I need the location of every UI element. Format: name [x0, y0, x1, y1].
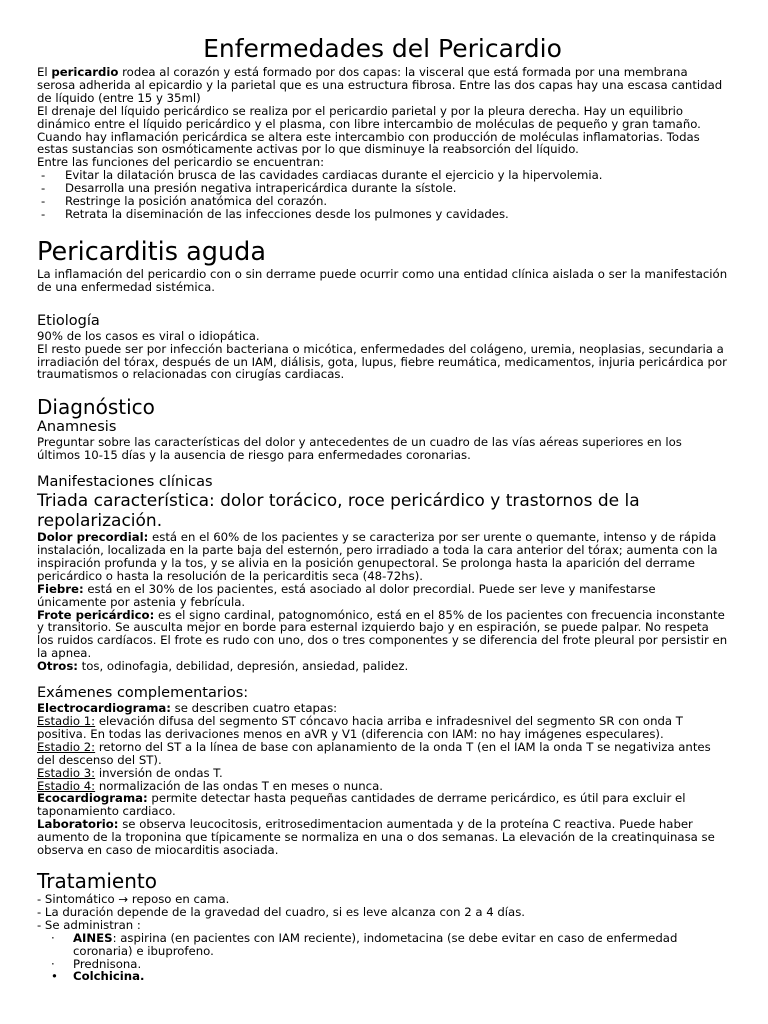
- stage-text: retorno del ST a la línea de base con aplanamiento de la onda T (en el IAM la onda T se negativiza antes del descenso del ST).: [37, 739, 711, 767]
- intro-paragraph-3: Entre las funciones del pericardio se encuentran:: [37, 155, 325, 170]
- stage-label: Estadio 1:: [37, 714, 96, 728]
- bullet-dot: •: [51, 969, 58, 984]
- functions-list: [37, 169, 728, 221]
- section-heading-tratamiento: Tratamiento: [37, 868, 157, 893]
- drugs-list: [37, 932, 728, 984]
- stage-item: [37, 741, 728, 767]
- intro-bold-term: pericardio: [51, 65, 119, 79]
- list-item: [49, 932, 728, 958]
- lab-line: [37, 818, 728, 857]
- stage-label: Estadio 4:: [37, 778, 96, 793]
- lab-label: Laboratorio:: [37, 817, 119, 832]
- subheading-anamnesis: Anamnesis: [37, 419, 117, 436]
- manifestaciones-section: [37, 531, 728, 673]
- bullet-dash: -: [41, 181, 46, 196]
- list-item-text: Desarrolla una presión negativa intrapericárdica durante la sístole.: [65, 181, 457, 196]
- drug-name: Colchicina.: [73, 969, 145, 984]
- etiologia-paragraph-1: 90% de los casos es viral o idiopática.: [37, 328, 260, 343]
- stage-label: Estadio 3:: [37, 765, 96, 780]
- list-item: [49, 970, 728, 983]
- anamnesis-text: Preguntar sobre las características del dolor y antecedentes de un cuadro de las vías aéreas superiores en los últimos 10-15 días y la ausencia de riesgo para enfermedades coronarias.: [37, 435, 682, 463]
- bullet-dash: -: [41, 206, 46, 221]
- drug-text: : aspirina (en pacientes con IAM reciente), indometacina (se debe evitar en caso de enfermedad coronaria) e ibuprofeno.: [73, 930, 678, 958]
- section-heading-pericarditis: Pericarditis aguda: [37, 236, 266, 267]
- manifestacion-text: tos, odinofagia, debilidad, depresión, ansiedad, palidez.: [77, 659, 409, 674]
- tratamiento-line: - Se administran :: [37, 917, 141, 932]
- stage-item: [37, 715, 728, 741]
- manifestacion-label: Fiebre:: [37, 581, 84, 596]
- lab-text: se observa leucocitosis, eritrosedimentacion aumentada y de la proteína C reactiva. Puede haber aumento de la troponina que típicamente se normaliza en una o dos semanas. La elevación de la creatinquinasa se observa en caso de miocarditis asociada.: [37, 817, 715, 858]
- manifestacion-label: Dolor precordial:: [37, 530, 149, 545]
- manifestacion-label: Frote pericárdico:: [37, 607, 155, 622]
- list-item-text: Evitar la dilatación brusca de las cavidades cardiacas durante el ejercicio y la hipervolemia.: [65, 168, 603, 183]
- manifestacion-item: [37, 609, 728, 661]
- eco-label: Ecocardiograma:: [37, 791, 148, 806]
- ecg-text: se describen cuatro etapas:: [170, 701, 338, 716]
- stage-label: Estadio 2:: [37, 739, 96, 754]
- examenes-section: [37, 702, 728, 857]
- eco-line: [37, 792, 728, 818]
- ecg-label: Electrocardiograma:: [37, 701, 171, 716]
- drug-text: Prednisona.: [73, 956, 142, 971]
- bullet-dash: -: [41, 194, 46, 209]
- subheading-examenes: Exámenes complementarios:: [37, 685, 249, 702]
- eco-text: permite detectar hasta pequeñas cantidades de derrame pericárdico, es útil para excluir el taponamiento cardiaco.: [37, 791, 686, 819]
- list-item-text: Retrata la diseminación de las infecciones desde los pulmones y cavidades.: [65, 206, 509, 221]
- pericarditis-intro: La inflamación del pericardio con o sin derrame puede ocurrir como una entidad clínica aislada o ser la manifestación de una enfermedad sistémica.: [37, 266, 728, 294]
- list-item: [49, 958, 728, 971]
- intro-paragraph-2: El drenaje del líquido pericárdico se realiza por el pericardio parietal y por la pleura derecha. Hay un equilibrio dinámico entre el líquido pericárdico y el plasma, con libre intercambio de moléculas de pequeño y gran tamaño. Cuando hay inflamación pericárdica se altera este intercambio con producción de moléculas inflamatorias. Todas estas sustancias son osmóticamente activas por lo que disminuye la reabsorción del líquido.: [37, 103, 701, 157]
- list-item-text: Restringe la posición anatómica del corazón.: [65, 194, 328, 209]
- subheading-manifestaciones: Manifestaciones clínicas: [37, 474, 213, 491]
- stage-text: inversión de ondas T.: [95, 765, 223, 780]
- subheading-etiologia: Etiología: [37, 312, 100, 329]
- bullet-dash: -: [41, 168, 46, 183]
- bullet-dot: ·: [51, 930, 55, 945]
- manifestacion-text: está en el 30% de los pacientes, está asociado al dolor precordial. Puede ser leve y manifestarse únicamente por astenia y febrícula.: [37, 581, 656, 609]
- tratamiento-line: - Sintomático → reposo en cama.: [37, 891, 230, 906]
- page-title: Enfermedades del Pericardio: [203, 34, 562, 63]
- drug-name: AINES: [73, 930, 113, 945]
- etiologia-section: [37, 330, 728, 382]
- manifestacion-item: [37, 660, 728, 673]
- manifestacion-label: Otros:: [37, 659, 78, 674]
- intro-text: rodea al corazón y está formado por dos capas: la visceral que está formada por una membrana serosa adherida al epicardio y la parietal que es una estructura fibrosa. Entre las dos capas hay una escasa cantidad de líquido (entre 15 y 35ml): [37, 65, 723, 105]
- tratamiento-line: - La duración depende de la gravedad del cuadro, si es leve alcanza con 2 a 4 días.: [37, 904, 526, 919]
- etiologia-paragraph-2: El resto puede ser por infección bacteriana o micótica, enfermedades del colágeno, uremia, neoplasias, secundaria a irradiación del tórax, después de un IAM, diálisis, gota, lupus, fiebre reumática, medicamentos, injuria pericárdica por traumatismos o relacionadas con cirugías cardiacas.: [37, 341, 727, 382]
- section-heading-diagnostico: Diagnóstico: [37, 395, 155, 420]
- intro-paragraph-1: [37, 66, 728, 105]
- manifestacion-text: está en el 60% de los pacientes y se caracteriza por ser urente o quemante, intenso y de rápida instalación, localizada en la parte baja del esternón, pero irradiado a toda la cara anterior del tórax; aumenta con la inspiración profunda y la tos, y se alivia en la posición genupectoral. Se prolonga hasta la aparición del derrame pericárdico o hasta la resolución de la pericarditis seca (48-72hs).: [37, 530, 718, 583]
- triada-heading: Triada característica: dolor torácico, roce pericárdico y trastornos de la repolarización.: [37, 491, 640, 532]
- manifestacion-item: [37, 583, 728, 609]
- intro-section: [37, 66, 728, 221]
- manifestacion-item: [37, 531, 728, 583]
- list-item: [37, 208, 728, 221]
- stage-text: elevación difusa del segmento ST cóncavo hacia arriba e infradesnivel del segmento SR con onda T positiva. En todas las derivaciones menos en aVR y V1 (diferencia con IAM: no hay imágenes especulares).: [37, 714, 683, 741]
- bullet-dot: ·: [51, 956, 55, 971]
- tratamiento-section: [37, 893, 728, 983]
- manifestacion-text: es el signo cardinal, patognomónico, está en el 85% de los pacientes con frecuencia inconstante y transitorio. Se ausculta mejor en borde para esternal izquierdo bajo y en espiración, se puede palpar. No respeta los ruidos cardíacos. El frote es rudo con uno, dos o tres componentes y se diferencia del frote pleural por persistir en la apnea.: [37, 607, 728, 661]
- stage-text: normalización de las ondas T en meses o nunca.: [95, 778, 383, 793]
- intro-text: El: [37, 65, 52, 79]
